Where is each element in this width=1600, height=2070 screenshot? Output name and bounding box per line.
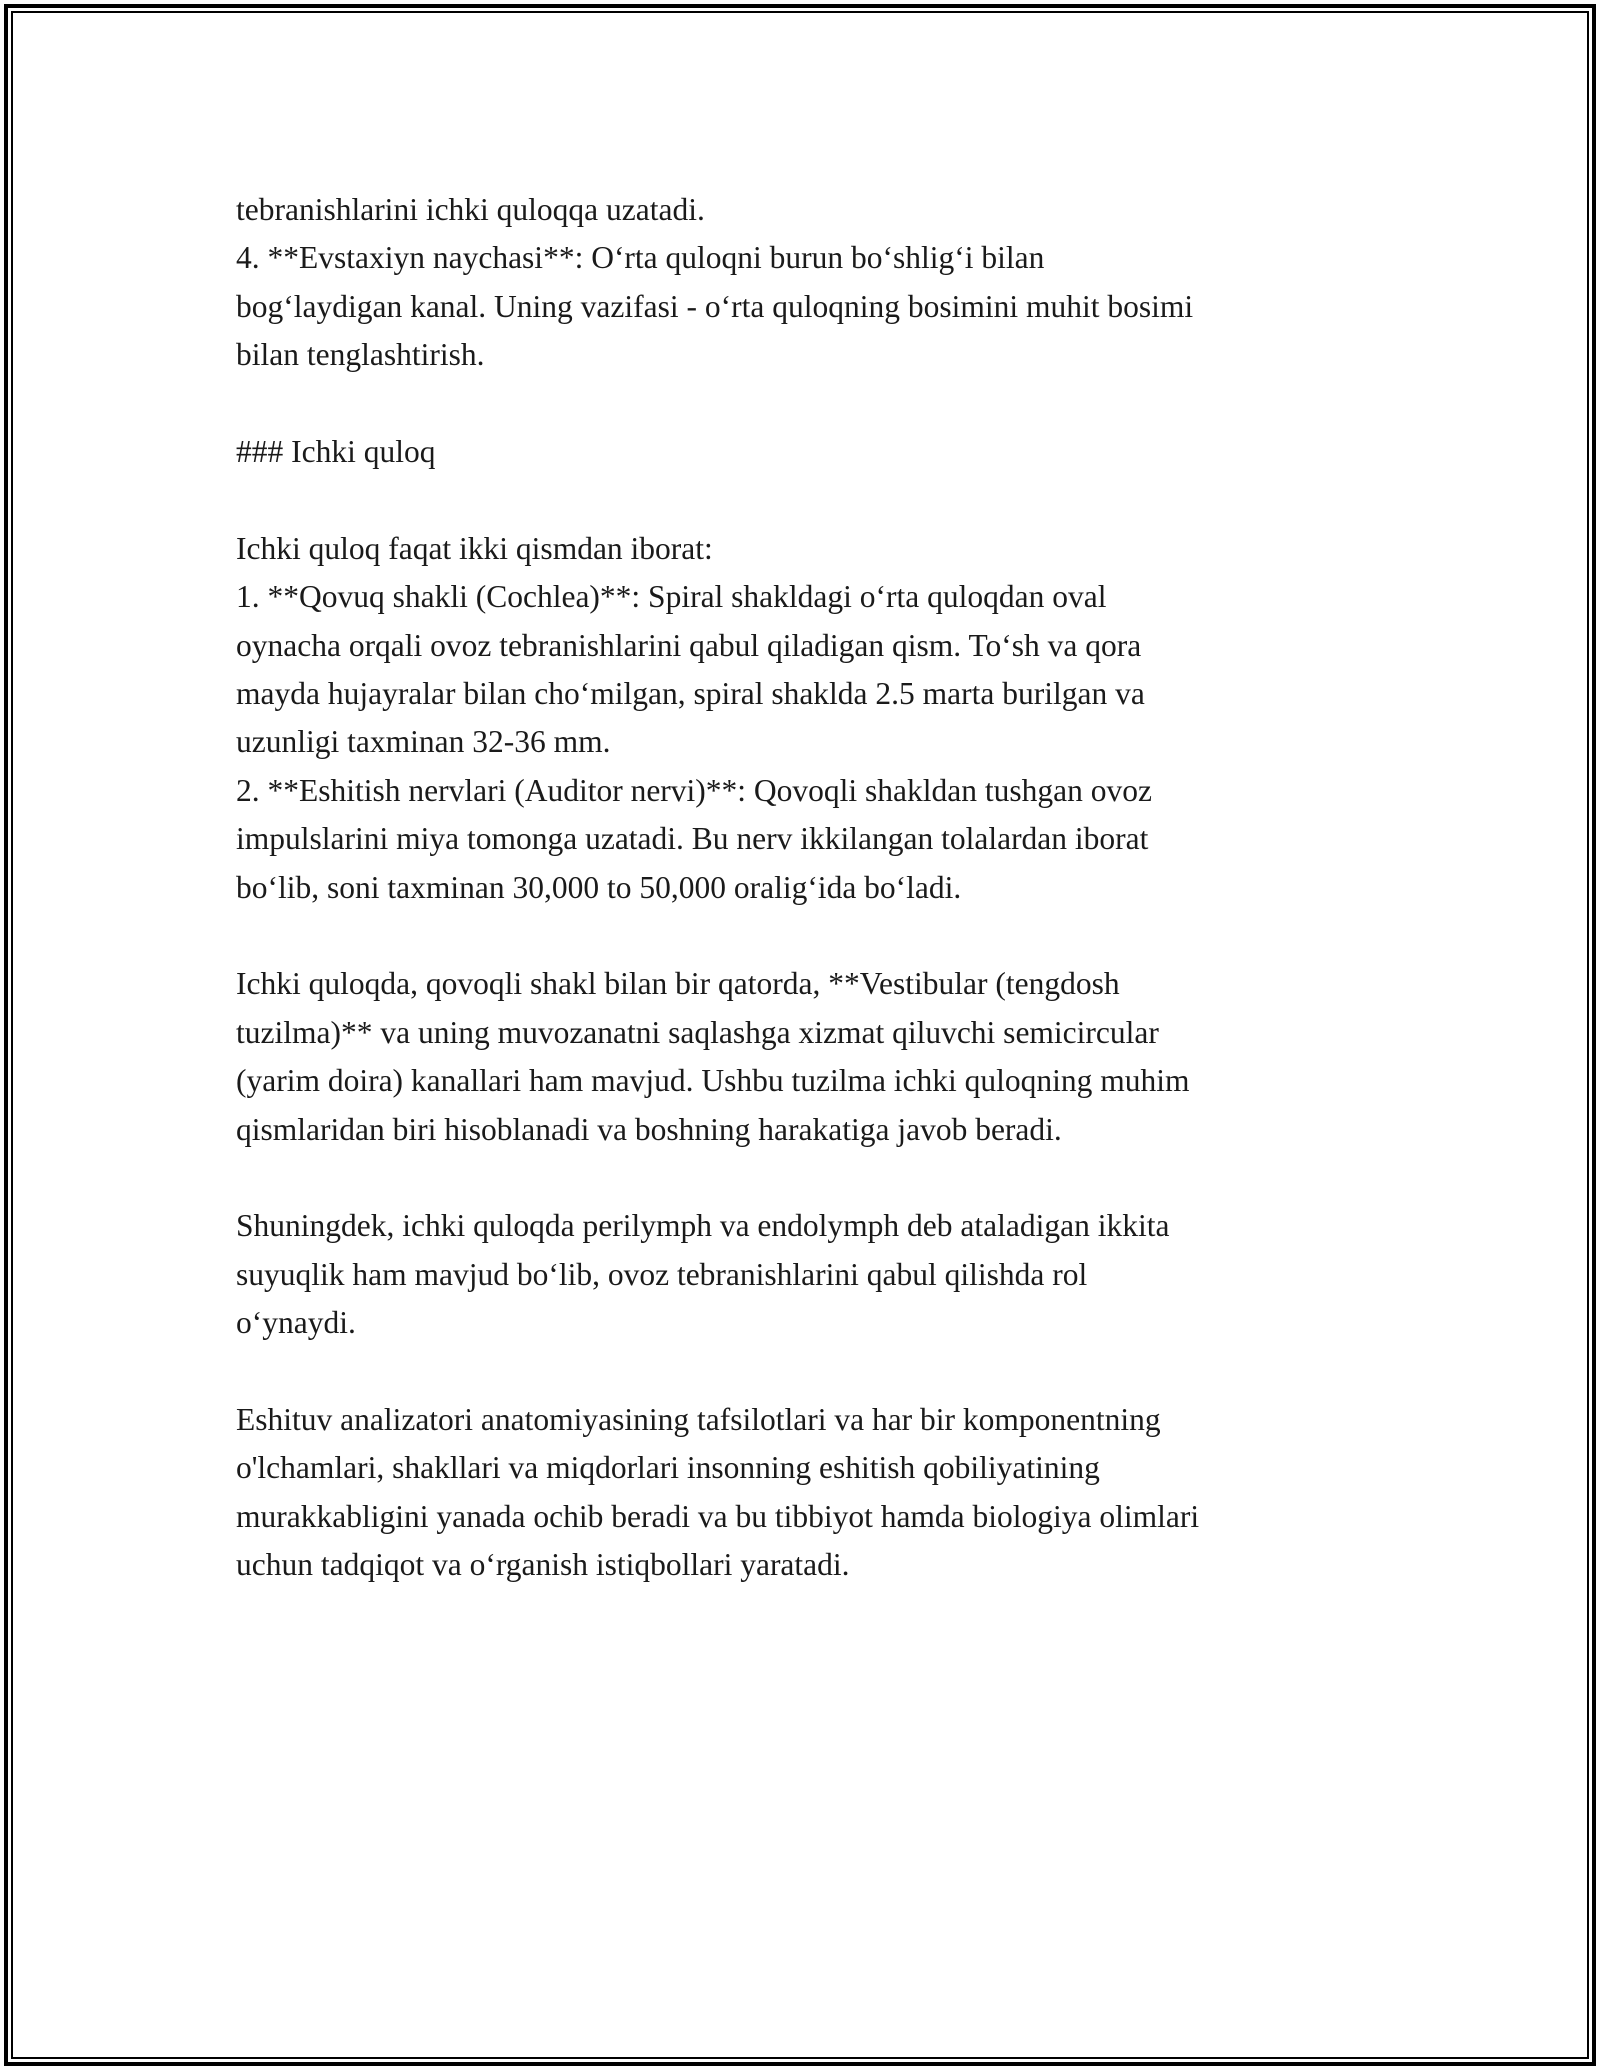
paragraph-evstaxiyn: tebranishlarini ichki quloqqa uzatadi. 4. **Evstaxiyn naychasi**: O‘rta quloqni burun bo‘shlig‘i bilan bog‘laydigan kanal. Uning vazifasi - o‘rta quloqning bosimini muhit bosimi bilan tenglashtirish.	[236, 192, 1194, 373]
paragraph-vestibular: Ichki quloqda, qovoqli shakl bilan bir qatorda, **Vestibular (tengdosh tuzilma)** va uning muvozanatni saqlashga xizmat qiluvchi semicircular (yarim doira) kanallari ham mavjud. Ushbu tuzilma ichki quloqning muhim qismlaridan biri hisoblanadi va boshning harakatiga javob beradi.	[236, 966, 1190, 1147]
paragraph-conclusion: Eshituv analizatori anatomiyasining tafsilotlari va har bir komponentning o'lchamlari, shakllari va miqdorlari insonning eshitish qobiliyatining murakkabligini yanada ochib beradi va bu tibbiyot hamda biologiya olimlari uchun tadqiqot va o‘rganish istiqbollari yaratadi.	[236, 1402, 1200, 1583]
paragraph-ichki-quloq-parts: Ichki quloq faqat ikki qismdan iborat: 1. **Qovuq shakli (Cochlea)**: Spiral shakldagi o‘rta quloqdan oval oynacha orqali ovoz tebranishlarini qabul qiladigan qism. To‘sh va qora mayda hujayralar bilan cho‘milgan, spiral shaklda 2.5 marta burilgan va uzunligi taxminan 32-36 mm. 2. **Eshitish nervlari (Auditor nervi)**: Qovoqli shakldan tushgan ovoz impulslarini miya tomonga uzatadi. Bu nerv ikkilangan tolalardan iborat bo‘lib, soni taxminan 30,000 to 50,000 oralig‘ida bo‘ladi.	[236, 530, 1152, 905]
document-body	[236, 186, 1396, 1638]
section-heading-ichki-quloq: ### Ichki quloq	[236, 434, 436, 470]
paragraph-perilymph: Shuningdek, ichki quloqda perilymph va endolymph deb ataladigan ikkita suyuqlik ham mavjud bo‘lib, ovoz tebranishlarini qabul qilishda rol o‘ynaydi.	[236, 1208, 1170, 1341]
